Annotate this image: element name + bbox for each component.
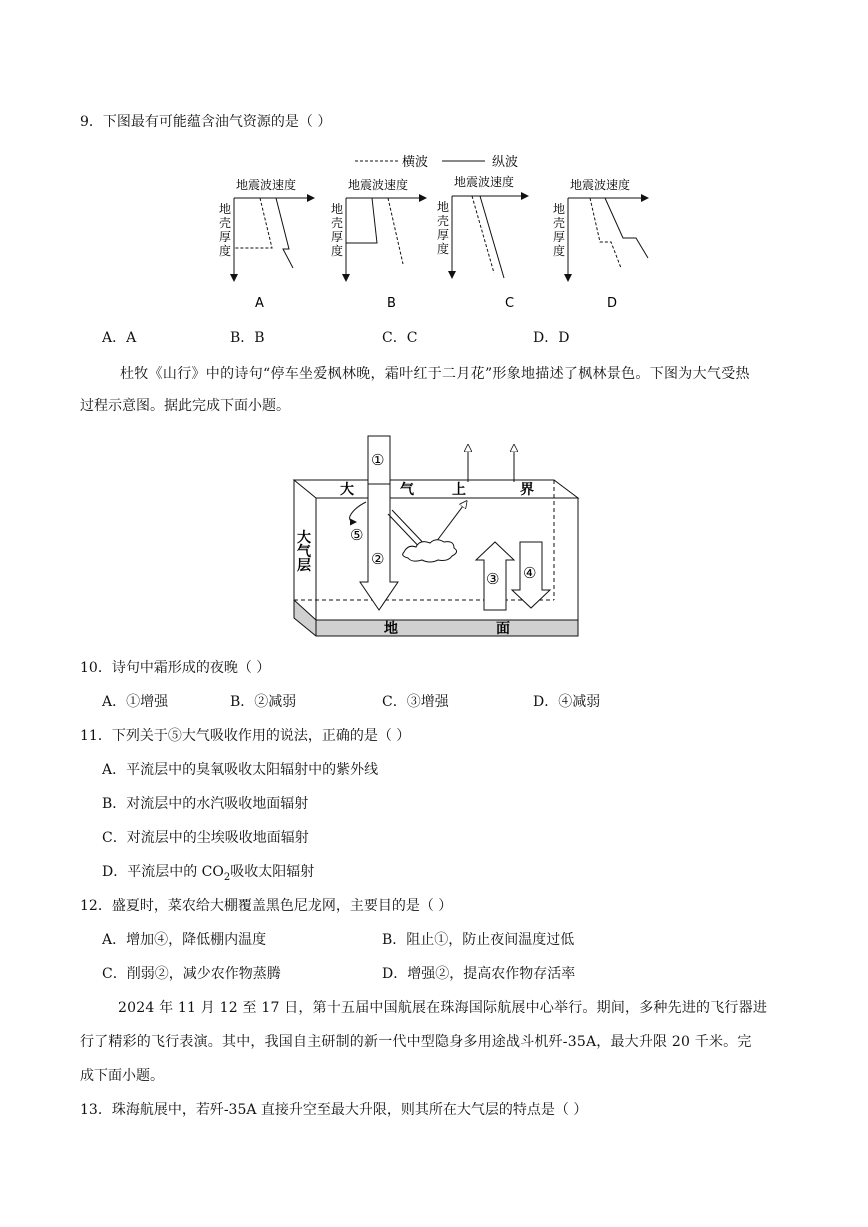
shear-wave-line bbox=[388, 198, 403, 264]
q9-option-a[interactable]: A．A bbox=[102, 330, 137, 346]
panel-a bbox=[219, 177, 314, 311]
q12-option-d[interactable]: D．增强②，提高农作物存活率 bbox=[382, 966, 576, 982]
q12-option-c[interactable]: C．削弱②，减少农作物蒸腾 bbox=[102, 966, 281, 982]
q10-option-c[interactable]: C．③增强 bbox=[382, 694, 449, 710]
q10-option-d[interactable]: D．④减弱 bbox=[533, 694, 601, 710]
cloud-icon bbox=[403, 540, 457, 562]
p-wave-line bbox=[276, 198, 293, 268]
intro2-line3: 成下面小题。 bbox=[80, 1068, 164, 1084]
side-label-2: 气 bbox=[297, 544, 311, 560]
ground-label-2: 面 bbox=[496, 621, 510, 637]
top-label-4: 界 bbox=[520, 482, 534, 498]
panel-label-d: D bbox=[607, 296, 618, 311]
panel-d bbox=[553, 177, 648, 311]
svg-text:地震波速度: 地震波速度 bbox=[348, 178, 409, 192]
side-label-3: 层 bbox=[297, 558, 311, 574]
top-label-3: 上 bbox=[452, 482, 466, 498]
q11-option-d-suffix: 吸收太阳辐射 bbox=[230, 864, 315, 880]
q9-option-c[interactable]: C．C bbox=[382, 330, 418, 346]
q10-option-a[interactable]: A．①增强 bbox=[102, 694, 169, 710]
svg-text:壳: 壳 bbox=[331, 216, 344, 230]
box-top-face bbox=[294, 480, 578, 498]
arrow-2 bbox=[360, 484, 398, 610]
panel-label-b: B bbox=[387, 296, 396, 311]
svg-text:厚: 厚 bbox=[437, 228, 450, 242]
q11-option-d-subscript: 2 bbox=[223, 871, 231, 883]
q11-option-b[interactable]: B．对流层中的水汽吸收地面辐射 bbox=[102, 796, 309, 812]
q11-stem: 11．下列关于⑤大气吸收作用的说法，正确的是（ ） bbox=[80, 728, 411, 744]
top-label-1: 大 bbox=[340, 482, 354, 498]
atmosphere-diagram bbox=[280, 432, 590, 642]
q11-option-c[interactable]: C．对流层中的尘埃吸收地面辐射 bbox=[102, 830, 309, 846]
intro2-line1: 2024 年 11 月 12 至 17 日，第十五届中国航展在珠海国际航展中心举行。期间，多种先进的飞行器进 bbox=[118, 1000, 768, 1016]
q9-option-b[interactable]: B．B bbox=[230, 330, 265, 346]
panel-label-a: A bbox=[255, 296, 264, 311]
shear-wave-line bbox=[234, 198, 272, 248]
mark-2: ② bbox=[371, 550, 385, 568]
axis-x-label: 地震波速度 bbox=[236, 178, 297, 192]
panel-label-c: C bbox=[505, 296, 515, 311]
svg-text:地: 地 bbox=[331, 202, 344, 216]
svg-text:地震波速度: 地震波速度 bbox=[570, 178, 631, 192]
p-wave-line bbox=[605, 198, 648, 258]
top-label-2: 气 bbox=[400, 482, 414, 498]
q9-stem: 9．下图最有可能蕴含油气资源的是（ ） bbox=[80, 114, 332, 130]
q9-option-d[interactable]: D．D bbox=[533, 330, 570, 346]
svg-text:度: 度 bbox=[437, 242, 450, 256]
svg-text:度: 度 bbox=[553, 244, 566, 258]
p-wave-line bbox=[346, 198, 377, 243]
axis-y-char-2: 壳 bbox=[219, 216, 232, 230]
q12-option-a[interactable]: A．增加④，降低棚内温度 bbox=[102, 932, 267, 948]
mark-1: ① bbox=[371, 451, 385, 469]
q12-option-b[interactable]: B．阻止①，防止夜间温度过低 bbox=[382, 932, 575, 948]
q11-option-d-prefix: D．平流层中的 CO bbox=[102, 864, 224, 880]
axis-y-char-3: 厚 bbox=[219, 230, 232, 244]
shear-wave-line bbox=[590, 198, 621, 268]
axis-y-char-4: 度 bbox=[219, 244, 232, 258]
q10-option-b[interactable]: B．②减弱 bbox=[230, 694, 297, 710]
ground-label-1: 地 bbox=[384, 621, 398, 637]
q10-stem: 10．诗句中霜形成的夜晚（ ） bbox=[80, 660, 271, 676]
svg-text:厚: 厚 bbox=[331, 230, 344, 244]
panel-b bbox=[331, 177, 426, 311]
ground-strip bbox=[294, 600, 578, 636]
svg-text:厚: 厚 bbox=[553, 230, 566, 244]
axis-y-char-1: 地 bbox=[219, 202, 232, 216]
mark-5: ⑤ bbox=[350, 526, 364, 544]
intro1-line2: 过程示意图。据此完成下面小题。 bbox=[80, 398, 290, 414]
q12-stem: 12．盛夏时，菜农给大棚覆盖黑色尼龙网，主要目的是（ ） bbox=[80, 898, 453, 914]
legend-dashed-label: 横波 bbox=[402, 155, 429, 170]
intro1-line1: 杜牧《山行》中的诗句“停车坐爱枫林晚，霜叶红于二月花”形象地描述了枫林景色。下图为大气受热 bbox=[120, 366, 750, 382]
side-label-1: 大 bbox=[297, 530, 311, 546]
q9-figure bbox=[210, 146, 680, 311]
svg-text:地震波速度: 地震波速度 bbox=[454, 175, 515, 189]
svg-text:壳: 壳 bbox=[437, 214, 450, 228]
mark-3: ③ bbox=[486, 570, 500, 588]
legend-solid-label: 纵波 bbox=[492, 155, 519, 170]
intro2-line2: 行了精彩的飞行表演。其中，我国自主研制的新一代中型隐身多用途战斗机歼-35A，最大升限 20 千米。完 bbox=[80, 1034, 752, 1050]
svg-text:地: 地 bbox=[437, 200, 450, 214]
mark-4: ④ bbox=[523, 564, 537, 582]
q11-option-d[interactable] bbox=[102, 862, 314, 888]
panel-c bbox=[437, 174, 528, 311]
arrow-5 bbox=[350, 502, 366, 522]
svg-text:地: 地 bbox=[553, 202, 566, 216]
q13-stem: 13．珠海航展中，若歼-35A 直接升空至最大升限，则其所在大气层的特点是（ ） bbox=[80, 1102, 588, 1118]
q11-option-a[interactable]: A．平流层中的臭氧吸收太阳辐射中的紫外线 bbox=[102, 762, 379, 778]
svg-text:壳: 壳 bbox=[553, 216, 566, 230]
svg-text:度: 度 bbox=[331, 244, 344, 258]
